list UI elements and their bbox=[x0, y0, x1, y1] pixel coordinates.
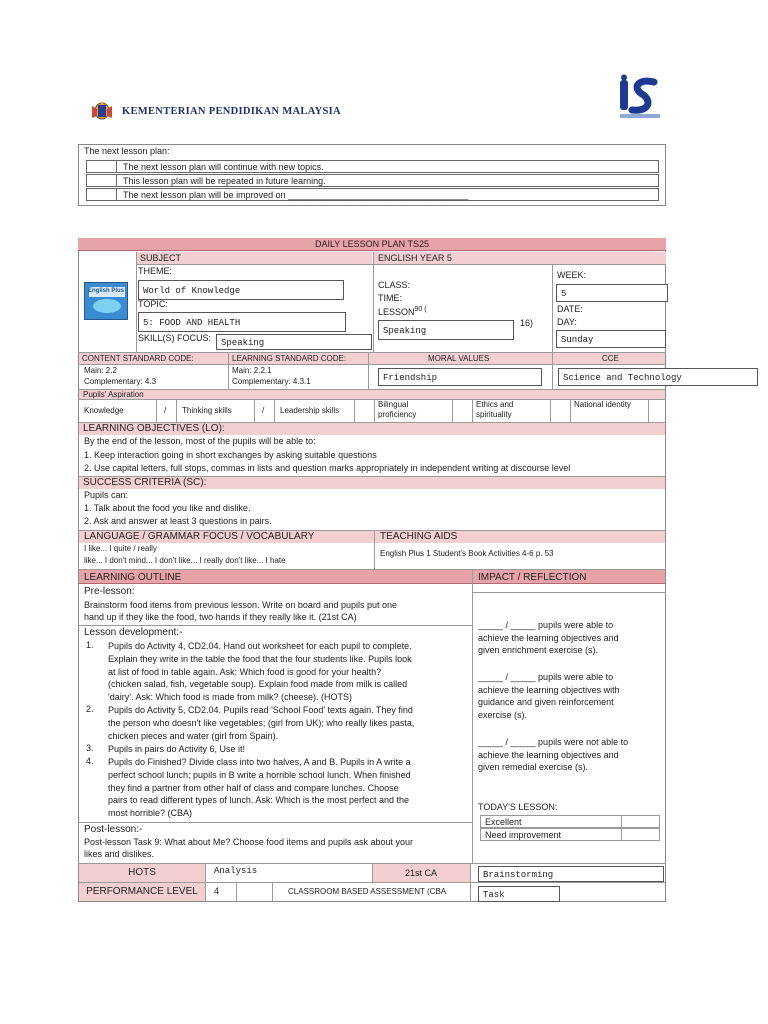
aspiration-bilingual: Bilingual proficiency bbox=[378, 400, 417, 419]
content-complementary: Complementary: 4.3 bbox=[84, 377, 157, 386]
ministry-name: KEMENTERIAN PENDIDIKAN MALAYSIA bbox=[122, 105, 341, 117]
today-option-improvement[interactable]: Need improvement bbox=[480, 828, 660, 841]
aspiration-knowledge: Knowledge bbox=[84, 406, 124, 415]
next-lesson-option[interactable]: The next lesson plan will be improved on ____________________________________ bbox=[86, 188, 659, 201]
post-lesson-label: Post-lesson:- bbox=[84, 824, 143, 835]
impact-statement: _____ / _____ pupils were able to achieve the learning objectives and given enrichment exercise (s). bbox=[478, 620, 619, 655]
checkbox[interactable] bbox=[87, 189, 117, 200]
development-item: 2. Pupils do Activity 5, CD2.04. Pupils read 'School Food' texts again. They find the person who doesn't like vegetables; (girl from UK); who really likes pasta, chicken pieces and water (girl from Spain). bbox=[86, 704, 415, 741]
impact-statement: _____ / _____ pupils were able to achieve the learning objectives with guidance and given reinforcement exercise (s). bbox=[478, 672, 620, 720]
moral-value-field[interactable]: Friendship bbox=[378, 368, 542, 386]
time-label: TIME: bbox=[378, 293, 402, 303]
skill-field[interactable]: Speaking bbox=[216, 334, 372, 350]
aspiration-ethics: Ethics and spirituality bbox=[476, 400, 514, 419]
language-line: I like... I quite / really bbox=[84, 544, 157, 553]
hots-label: HOTS bbox=[79, 864, 205, 882]
day-label: DAY: bbox=[557, 317, 577, 327]
week-field[interactable]: 5 bbox=[556, 284, 668, 302]
pre-lesson-label: Pre-lesson: bbox=[84, 586, 135, 597]
development-item: 4. Pupils do Finished? Divide class into two halves, A and B. Pupils in A write a perfect school lunch; pupils in B write a horrible school lunch. When finished they find a partner from other half of class and compare lunches. Choose pairs to read different types of lunch. Ask: Which is the most perfect and the most horrible? (CBA) bbox=[86, 756, 411, 819]
aspiration-mark: / bbox=[262, 406, 265, 415]
aspiration-thinking: Thinking skills bbox=[182, 406, 232, 415]
pre-lesson-text: Brainstorm food items from previous lesson. Write on board and pupils put one bbox=[84, 600, 397, 610]
moral-values-label: MORAL VALUES bbox=[428, 354, 490, 363]
cba-field[interactable]: Task bbox=[478, 886, 560, 902]
learning-main: Main: 2.2.1 bbox=[232, 366, 272, 375]
objective-item: 2. Use capital letters, full stops, commas in lists and question marks appropriately in independent writing at discourse level bbox=[84, 463, 571, 473]
pre-lesson-text: hand up if they like the food, two hands if they really like it. (21st CA) bbox=[84, 612, 357, 622]
next-lesson-title: The next lesson plan: bbox=[84, 146, 170, 156]
theme-field[interactable]: World of Knowledge bbox=[138, 280, 344, 300]
ministry-header bbox=[88, 100, 341, 122]
checkbox[interactable] bbox=[621, 829, 659, 840]
topic-label: TOPIC: bbox=[138, 299, 168, 309]
cba-label: CLASSROOM BASED ASSESSMENT (CBA bbox=[288, 887, 447, 896]
aspiration-national: National identity bbox=[574, 400, 631, 409]
class-label: CLASS: bbox=[378, 280, 411, 290]
content-standard-label: CONTENT STANDARD CODE: bbox=[82, 354, 194, 363]
checkbox[interactable] bbox=[621, 816, 659, 827]
learning-standard-label: LEARNING STANDARD CODE: bbox=[232, 354, 347, 363]
performance-value: 4 bbox=[214, 886, 220, 896]
hots-value: Analysis bbox=[214, 866, 258, 876]
aspiration-leadership: Leadership skills bbox=[280, 406, 340, 415]
date-label: DATE: bbox=[557, 304, 583, 314]
ca-field[interactable]: Brainstorming bbox=[478, 866, 664, 882]
success-item: 1. Talk about the food you like and dislike. bbox=[84, 503, 251, 513]
development-item: 3. Pupils in pairs do Activity 6, Use it! bbox=[86, 743, 246, 754]
next-lesson-option[interactable]: This lesson plan will be repeated in future learning. bbox=[86, 174, 659, 187]
post-lesson-text: Post-lesson Task 9: What about Me? Choose food items and pupils ask about your bbox=[84, 837, 414, 847]
theme-label: THEME: bbox=[138, 266, 173, 276]
language-label: LANGUAGE / GRAMMAR FOCUS / VOCABULARY bbox=[84, 531, 315, 542]
subject-value: ENGLISH YEAR 5 bbox=[374, 252, 666, 264]
performance-label: PERFORMANCE LEVEL bbox=[79, 883, 205, 901]
teaching-aids-label: TEACHING AIDS bbox=[380, 531, 458, 542]
lesson-label: $LESSON^{90 (}$ bbox=[378, 306, 427, 317]
teaching-aids-value: English Plus 1 Student's Book Activities 4-6 p. 53 bbox=[380, 549, 554, 558]
development-label: Lesson development:- bbox=[84, 627, 183, 638]
malaysia-crest-icon bbox=[88, 100, 116, 122]
development-list bbox=[84, 640, 470, 820]
success-label: SUCCESS CRITERIA (SC): bbox=[79, 477, 665, 489]
topic-field[interactable]: 5: FOOD AND HEALTH bbox=[138, 312, 346, 332]
lesson-field[interactable]: Speaking bbox=[378, 320, 514, 340]
day-field[interactable]: Sunday bbox=[556, 330, 666, 348]
cce-field[interactable]: Science and Technology bbox=[558, 368, 758, 386]
success-intro: Pupils can: bbox=[84, 490, 129, 500]
subject-label: SUBJECT bbox=[136, 252, 372, 264]
ca-label: 21st CA bbox=[372, 864, 470, 882]
todays-lesson-label: TODAY'S LESSON: bbox=[478, 802, 558, 812]
lesson-suffix: 16) bbox=[520, 318, 534, 328]
outline-label: LEARNING OUTLINE bbox=[84, 572, 182, 583]
next-lesson-option[interactable]: The next lesson plan will continue with new topics. bbox=[86, 160, 659, 173]
checkbox[interactable] bbox=[87, 161, 117, 172]
objectives-intro: By the end of the lesson, most of the pupils will be able to: bbox=[84, 436, 316, 446]
textbook-cover-image: English Plus bbox=[84, 282, 128, 320]
is-logo-icon bbox=[614, 74, 664, 124]
content-main: Main: 2.2 bbox=[84, 366, 117, 375]
skill-label: SKILL(S) FOCUS: bbox=[138, 333, 212, 343]
objectives-label: LEARNING OBJECTIVES (LO): bbox=[79, 423, 665, 435]
plan-title: DAILY LESSON PLAN TS25 bbox=[78, 238, 666, 251]
objective-item: 1. Keep interaction going in short exchanges by asking suitable questions bbox=[84, 450, 377, 460]
cce-label: CCE bbox=[602, 354, 619, 363]
aspiration-mark: / bbox=[164, 406, 167, 415]
development-item: 1. Pupils do Activity 4, CD2.04. Hand out worksheet for each pupil to complete. Explain they write in the table the food that the four students like. Pupils look at list of food in table again. Ask: Which food is good for your health? (chicken salad, fish, vegetable soup). Explain food made from milk is called 'dairy'. Ask: Which food is made from milk? (cheese). (HOTS) bbox=[86, 640, 412, 703]
impact-label: IMPACT / REFLECTION bbox=[478, 572, 587, 583]
aspiration-label: Pupils' Aspiration bbox=[79, 390, 665, 399]
impact-statement: _____ / _____ pupils were not able to achieve the learning objectives and given remedial exercise (s). bbox=[478, 737, 629, 772]
today-option-excellent[interactable]: Excellent bbox=[480, 815, 660, 828]
post-lesson-text: likes and dislikes. bbox=[84, 849, 155, 859]
language-line: like... I don't mind... I don't like... I really don't like... I hate bbox=[84, 556, 286, 565]
checkbox[interactable] bbox=[87, 175, 117, 186]
week-label: WEEK: bbox=[557, 270, 587, 280]
success-item: 2. Ask and answer at least 3 questions in pairs. bbox=[84, 516, 272, 526]
school-logo bbox=[614, 74, 664, 124]
learning-complementary: Complementary: 4.3.1 bbox=[232, 377, 311, 386]
